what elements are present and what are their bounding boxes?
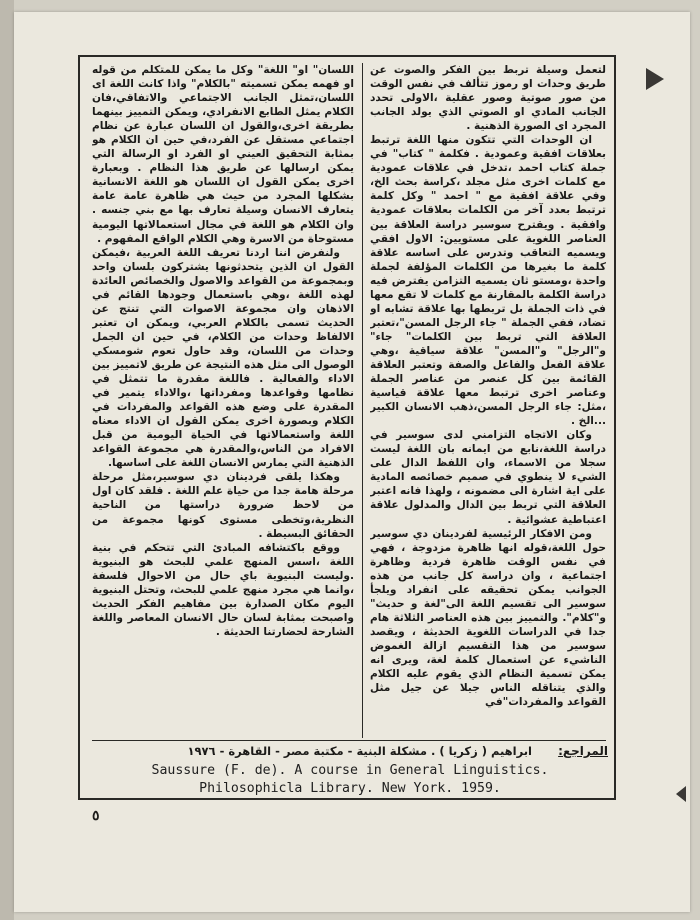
column-divider [362, 63, 363, 738]
left-paragraph-3: وهكذا يلقى فردينان دي سوسير،مثل مرحلة مرحلة هامة جدا من حياة علم اللغة . فلقد كان اول من لاحظ ضرورة دراستها من الناحية النظرية،وتخطى مستوى كونها مجموعة من الحقائق البسيطة . [92, 471, 354, 540]
reference-latin-entry [100, 762, 600, 798]
page-corner-arrow-icon [676, 786, 686, 802]
left-column [92, 63, 354, 745]
references-title: المراجع: [558, 744, 608, 758]
references-divider [92, 740, 606, 741]
left-paragraph-4: ووقع باكتشافه المبادئ التي تتحكم في بنية اللغة ،اسس المنهج علمي للبحث هو البنيوية .وليست البنيوية باي حال من الاحوال فلسفة ،وانما هي مجرد منهج علمي للبحث، وتحتل البنيوية اليوم مكان الصدارة بين مفاهيم الفكر الحديث واصبحت بمثابة لسان حال الانسان المعاصر واللغة الشارحة لحضارتنا الحديثة . [92, 541, 354, 638]
reference-latin-line-1: Saussure (F. de). A course in General Linguistics. [151, 763, 549, 778]
left-paragraph-1: اللسان" او" اللغة" وكل ما يمكن للمتكلم من قوله او فهمه يمكن تسميته "بالكلام" واذا كانت اللغة اى اللسان،تمثل الجانب الاجتماعي والاتفاقي،فان الكلام يمثل الطابع الانفرادي، ويمكن التمييز بينهما بطريقة اخرى،والقول ان اللسان عبارة عن نظام اجتماعي مستقل عن الفرد،في حين ان الكلام هو بمثابة التحقيق العيني او الفرد او الرسالة التي يمكن ارسالها عن طريق هذا النظام . وبعبارة اخرى يمكن القول ان اللسان هو اللغة الانسانية بشكلها المجرد من حيث هي ظاهرة عامة عامة يتعارف الانسان وسيلة تعارف بها مع بني جنسه . وان الكلام هو اللغة في مجال استعمالاتها اليومية مستوحاة من الاسرة وهي الكلام الواقع المفهوم . [92, 64, 354, 245]
page-left-edge [0, 0, 14, 920]
reference-arabic-entry: ابراهيم ( زكريا ) . مشكلة البنية - مكتبة مصر - القاهرة - ١٩٧٦ [187, 744, 532, 758]
right-paragraph-3: وكان الاتجاه التزامني لدى سوسير في دراسة اللغة،نابع من ايمانه بان اللغة ليست سجلا من الاسماء، وان اللفظ الدال على الشيء لا ينطوي في صميم خصائصه المادية على اية اشارة الى مضمونه ، ولهذا فانه اعتبر العلاقة التي تربط بين الدال والمدلول علاقة اعتباطية عشوائية . [370, 429, 606, 526]
reference-latin-line-2: Philosophicla Library. New York. 1959. [199, 781, 501, 796]
right-paragraph-2: ان الوحدات التي تتكون منها اللغة ترتبط بعلاقات افقية وعمودية . فكلمة " كتاب" في جملة كتاب احمد ،تدخل في علاقات عمودية مع كلمات اخرى مثل مجلد ،كراسة بحث الخ، وفي علاقة افقية مع " احمد " وكل كلمة ترتبط بعدد آخر من الكلمات بعلاقات عمودية وافقية . ويقترح سوسير دراسة العلاقة بين العناصر اللغوية على مستويين: الاول افقي ويسميه التعاقب وتدرس على اساسه علاقة كلمة ما بغيرها من الكلمات المؤلفة لجملة واحدة ،ومستو ثان يسميه التزامن يفترض فيه دراسة الكلمة بالمقارنة مع كلمات لا تقع معها في ذات الجملة بل تربطها بها علاقة تشابه او تضاد، ففي الجملة " جاء الرجل المسن"،تعتبر العلاقة التي تربط بين الكلمات" جاء" و"الرجل" و"المسن" علاقة سياقية ،وهي علاقة الفعل والفاعل والصفة وتعتبر العلاقة القائمة بين كل عنصر من عناصر الجملة وعناصر اخرى ترتبط معها علاقة قياسية ،مثل: جاء الرجل المسن،ذهب الانسان الكبير ...الخ . [370, 134, 606, 428]
bookmark-arrow-icon [646, 68, 664, 90]
right-column [370, 63, 606, 745]
left-paragraph-2: ولنفرض اننا اردنا تعريف اللغة العربية ،فيمكن القول ان الذين يتحدثونها يشتركون بلسان واحد وبمجموعة من القواعد والاصول والخصائص العائدة لهذه اللغة ،وهي باستعمال وجودها القائم في الاذهان وان مجموعة الاصوات التي تنتج عن الحديث تسمى بالكلام العربي، ويمكن ان تعتبر الالفاظ وحدات من الكلام، في حين ان الجمل وحدات من اللسان، وقد حاول تعوم شومسكي الوصول الى مثل هذه النتيجة عن طريق لاتمييز بين الاداء والفعالية . فاللغة مقدرة ما تتمثل في نظامها وقواعدها ومفرداتها ،والاداء يتمير في المقدرة على وضع هذه القواعد والمفردات في الكلام وبصورة اخرى يمكن القول ان الاداء معناه اللغة واستعمالاتها في الحياة اليومية من قبل الافراد من الناس،والمقدرة هي مجموعة القواعد الذهنية التي يمارس الانسان اللغة على اساسها. [92, 246, 354, 470]
right-paragraph-4: ومن الافكار الرئيسية لفردينان دي سوسير حول اللغة،قوله انها ظاهرة مزدوجة ، فهي في نفس الوقت ظاهرة فردية وظاهرة اجتماعية ، وان دراسة كل جانب من هذه الجوانب يمكن تحقيقه على انفراد ويلجأ سوسير الى تقسيم اللغة الى"لغة و حديث" و"كلام". والتمييز بين هذه العناصر الثلاثة هام جدا في الدراسات اللغوية الحديثة ، ويقصد سوسير من هذا التقسيم ازالة الغموض الناشيء عن استعمال كلمة لغة، ويرى انه يمكن تسمية النظام الذي يقوم عليه الكلام والذي يتناقله الناس جيلا عن جيل مثل القواعد والمفردات"في [370, 527, 606, 709]
right-paragraph-1: لتعمل وسيلة تربط بين الفكر والصوت عن طريق وحدات او رموز تتألف في نفس الوقت من صور صوتية وصور عقلية ،الاولى تحدد الجانب المادي او الصوتي الذي يولد الجانب المجرد اى الصورة الذهنية . [370, 64, 606, 133]
page-number: ٥ [92, 808, 100, 824]
